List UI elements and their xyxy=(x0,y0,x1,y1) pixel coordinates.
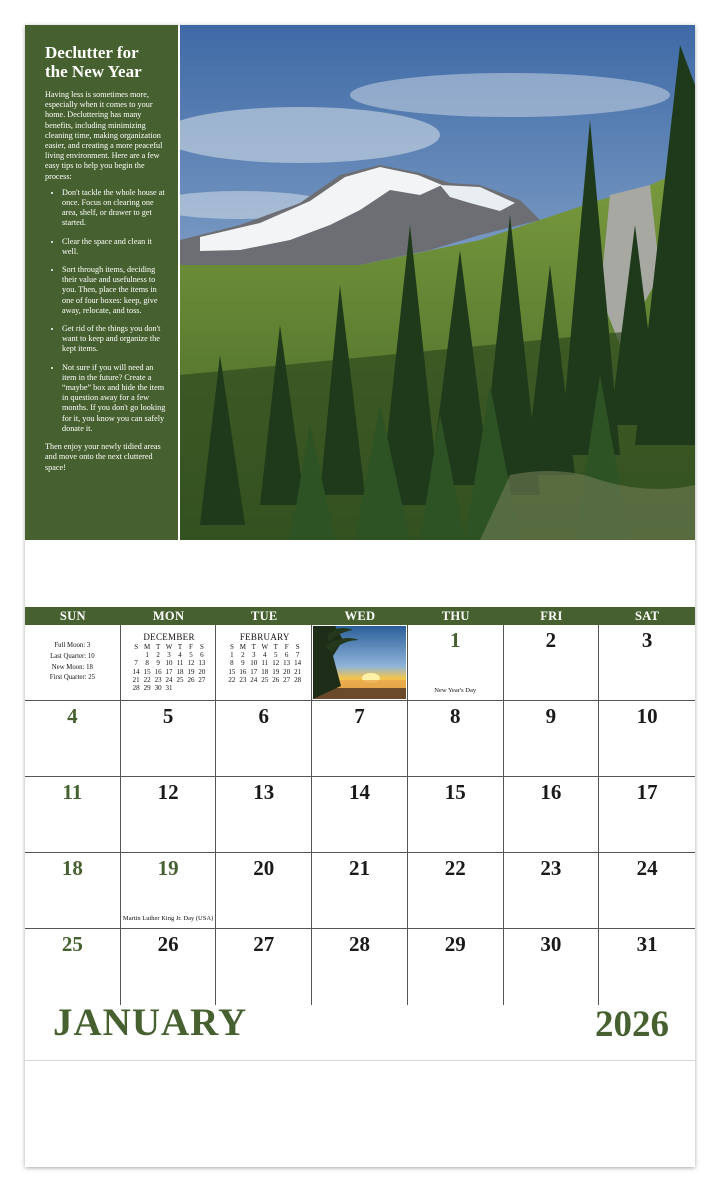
mini-day: 15 xyxy=(143,667,151,676)
mini-day: 2 xyxy=(241,651,245,660)
february-mini-calendar xyxy=(226,633,303,684)
day-number: 5 xyxy=(162,704,174,728)
moon-phase-line: First Quarter: 25 xyxy=(49,674,95,682)
holiday-label: Martin Luther King Jr. Day (USA) xyxy=(122,915,214,922)
mini-day: 30 xyxy=(154,684,162,693)
mini-day: 11 xyxy=(176,659,184,668)
day-number: 8 xyxy=(449,704,461,728)
mini-day: 8 xyxy=(145,659,149,668)
days-grid xyxy=(25,625,695,1005)
mini-day: 17 xyxy=(250,667,258,676)
mini-day: 4 xyxy=(263,651,267,660)
mini-day: 27 xyxy=(198,675,206,684)
mini-day: 1 xyxy=(230,651,234,660)
mini-day: 8 xyxy=(230,659,234,668)
mini-month-title: DECEMBER xyxy=(143,632,195,642)
day-cell xyxy=(312,777,408,853)
day-cell xyxy=(121,701,217,777)
day-cell xyxy=(216,701,312,777)
mini-day: 24 xyxy=(250,675,258,684)
weekday-label: THU xyxy=(441,609,470,623)
mini-weekday: T xyxy=(177,643,183,651)
day-cell xyxy=(504,777,600,853)
article-title xyxy=(45,43,168,81)
day-number: 1 xyxy=(449,628,461,652)
moon-phase-line: Last Quarter: 10 xyxy=(50,652,95,660)
mini-day: 17 xyxy=(165,667,173,676)
mini-weekday: S xyxy=(134,643,139,651)
mountain-forest-photo xyxy=(180,25,695,540)
day-number: 31 xyxy=(636,932,658,956)
day-number: 14 xyxy=(348,780,370,804)
mini-weekday: S xyxy=(199,643,204,651)
december-mini-calendar xyxy=(131,633,208,692)
beach-sunset-image xyxy=(313,626,406,699)
mini-day: 3 xyxy=(252,651,256,660)
mini-day: 10 xyxy=(165,659,173,668)
mini-day: 6 xyxy=(284,651,289,660)
mini-day: 10 xyxy=(250,659,258,668)
day-number: 15 xyxy=(444,780,466,804)
weekday-label: WED xyxy=(344,609,376,623)
mini-day: 18 xyxy=(261,667,269,676)
mini-weekday: W xyxy=(165,643,173,651)
mini-day: 7 xyxy=(295,651,300,660)
day-cell xyxy=(599,777,695,853)
day-number: 11 xyxy=(62,780,83,804)
mini-day: 20 xyxy=(198,667,206,676)
mini-day: 3 xyxy=(167,651,171,660)
prev-month-cell xyxy=(121,625,217,701)
mini-day: 31 xyxy=(165,684,173,693)
tip-item: • Not sure if you will need an item in the future? Create a “maybe” box and hide the item in question away for a few months. If you don't go looking for it, you know you can safely donate it. xyxy=(62,363,168,434)
year: 2026 xyxy=(595,1004,669,1045)
mini-day: 13 xyxy=(283,659,291,668)
day-number: 9 xyxy=(545,704,557,728)
mini-day: 22 xyxy=(143,675,151,684)
mini-day: 20 xyxy=(283,667,291,676)
moon-phase-line: New Moon: 18 xyxy=(51,663,93,671)
day-cell xyxy=(121,853,217,929)
mini-weekday: T xyxy=(155,643,161,651)
mini-month-title: FEBRUARY xyxy=(239,632,290,642)
calendar-page xyxy=(25,25,695,1167)
mini-day: 27 xyxy=(283,675,291,684)
mini-weekday: M xyxy=(239,643,246,651)
day-cell xyxy=(408,929,504,1005)
day-number: 28 xyxy=(348,932,370,956)
day-cell xyxy=(25,777,121,853)
day-cell xyxy=(504,701,600,777)
day-number: 12 xyxy=(157,780,179,804)
mini-day: 28 xyxy=(294,675,302,684)
day-cell xyxy=(408,625,504,701)
day-cell xyxy=(599,929,695,1005)
mini-day: 19 xyxy=(187,667,195,676)
mini-day: 29 xyxy=(143,684,151,693)
day-number: 30 xyxy=(540,932,562,956)
weekday-label: FRI xyxy=(540,609,563,623)
mini-day xyxy=(185,684,196,692)
day-number: 18 xyxy=(61,856,83,880)
day-number: 24 xyxy=(636,856,658,880)
day-number: 3 xyxy=(641,628,653,652)
day-number: 27 xyxy=(253,932,275,956)
next-month-cell xyxy=(216,625,312,701)
mini-day: 18 xyxy=(176,667,184,676)
mini-day: 24 xyxy=(165,675,173,684)
day-cell xyxy=(121,777,217,853)
mini-day: 26 xyxy=(187,675,195,684)
mini-day: 25 xyxy=(176,675,184,684)
day-number: 23 xyxy=(540,856,562,880)
day-number: 10 xyxy=(636,704,658,728)
month-name: JANUARY xyxy=(53,1001,248,1044)
mini-day xyxy=(196,684,207,692)
fold-line xyxy=(25,1060,695,1061)
day-cell xyxy=(504,853,600,929)
day-number: 26 xyxy=(157,932,179,956)
day-cell xyxy=(121,929,217,1005)
mini-day: 26 xyxy=(272,675,280,684)
mini-day: 13 xyxy=(198,659,206,668)
mini-day: 12 xyxy=(272,659,280,668)
mountain-forest-image xyxy=(180,25,695,540)
article-title-line1: Declutter for xyxy=(45,43,139,62)
day-cell xyxy=(599,625,695,701)
day-number: 25 xyxy=(61,932,83,956)
tip-item: • Get rid of the things you don't want to keep and organize the kept items. xyxy=(62,324,168,355)
day-cell xyxy=(599,701,695,777)
mini-weekday: M xyxy=(144,643,151,651)
mini-weekday: F xyxy=(188,643,193,651)
mini-weekday: F xyxy=(284,643,289,651)
day-number: 13 xyxy=(253,780,275,804)
mini-month-table xyxy=(226,643,303,684)
day-cell xyxy=(408,853,504,929)
mini-day: 12 xyxy=(187,659,195,668)
mini-day: 21 xyxy=(294,667,302,676)
day-cell xyxy=(312,853,408,929)
mini-day: 22 xyxy=(228,675,236,684)
tip-item: • Clear the space and clean it well. xyxy=(62,237,168,257)
mini-day: 28 xyxy=(132,684,140,693)
mini-day: 4 xyxy=(178,651,182,660)
mini-day: 23 xyxy=(239,675,247,684)
weekday-label: SAT xyxy=(634,609,660,623)
mini-day: 7 xyxy=(134,659,138,668)
mini-day: 21 xyxy=(132,675,140,684)
mini-day xyxy=(175,684,186,692)
day-number: 6 xyxy=(258,704,270,728)
mini-day: 16 xyxy=(239,667,247,676)
mini-day: 5 xyxy=(189,651,193,660)
mini-day: 6 xyxy=(200,651,204,660)
mini-day: 5 xyxy=(273,651,278,660)
tip-item: • Don't tackle the whole house at once. Focus on clearing one area, shelf, or drawer to get started. xyxy=(62,188,168,229)
mini-weekday: S xyxy=(229,643,234,651)
day-number: 20 xyxy=(253,856,275,880)
day-cell xyxy=(408,777,504,853)
mini-day: 14 xyxy=(294,659,302,668)
article-title-line2: the New Year xyxy=(45,62,142,81)
tip-item: • Sort through items, deciding their value and usefulness to you. Then, place the items in one of four boxes: keep, give away, relocate, and toss. xyxy=(62,265,168,316)
weekday-label: SUN xyxy=(59,609,86,623)
day-cell xyxy=(599,853,695,929)
tips-list xyxy=(45,188,168,434)
day-cell xyxy=(504,625,600,701)
day-cell xyxy=(408,701,504,777)
mini-day: 15 xyxy=(228,667,236,676)
mini-day: 16 xyxy=(154,667,162,676)
moon-phases xyxy=(25,641,120,684)
day-number: 7 xyxy=(354,704,365,728)
day-cell xyxy=(25,853,121,929)
day-cell xyxy=(25,701,121,777)
day-cell xyxy=(312,701,408,777)
mini-day: 9 xyxy=(241,659,245,668)
photo-cell xyxy=(312,625,408,701)
mini-day: 19 xyxy=(272,667,280,676)
day-cell xyxy=(216,929,312,1005)
mini-weekday: S xyxy=(295,643,300,651)
day-cell xyxy=(504,929,600,1005)
mini-weekday: T xyxy=(251,643,256,651)
mini-day: 2 xyxy=(156,651,160,660)
mini-day: 11 xyxy=(261,659,269,668)
mini-day: 23 xyxy=(154,675,162,684)
day-cell xyxy=(25,929,121,1005)
moon-phases-cell xyxy=(25,625,121,701)
mini-day: 14 xyxy=(132,667,140,676)
mini-weekday: T xyxy=(273,643,278,651)
weekday-header xyxy=(25,607,695,625)
day-cell xyxy=(312,929,408,1005)
mini-month-table xyxy=(131,643,208,692)
day-number: 21 xyxy=(348,856,370,880)
day-number: 22 xyxy=(444,856,466,880)
holiday-label: New Year's Day xyxy=(434,687,477,694)
weekday-label: MON xyxy=(152,609,185,623)
weekday-label: TUE xyxy=(250,609,278,623)
article-panel xyxy=(25,25,178,540)
article-intro: Having less is sometimes more, especially when it comes to your home. Decluttering has many benefits, including minimizing cleaning time, making organization easier, and creating a more peaceful living environment. Here are a few easy tips to help you begin the process: xyxy=(45,90,163,181)
mini-weekday: W xyxy=(261,643,269,651)
article-outro: Then enjoy your newly tidied areas and move onto the next cluttered space! xyxy=(45,442,161,472)
day-number: 16 xyxy=(540,780,562,804)
day-cell xyxy=(216,777,312,853)
day-number: 2 xyxy=(545,628,557,652)
mini-day: 1 xyxy=(145,651,149,660)
mini-day: 9 xyxy=(156,659,160,668)
moon-phase-line: Full Moon: 3 xyxy=(54,642,91,649)
day-cell xyxy=(216,853,312,929)
day-number: 19 xyxy=(157,856,179,880)
day-number: 17 xyxy=(636,780,658,804)
day-number: 4 xyxy=(67,704,78,728)
mini-day xyxy=(131,651,142,659)
mini-day: 25 xyxy=(261,675,269,684)
month-calendar xyxy=(25,607,695,1005)
day-number: 29 xyxy=(444,932,466,956)
